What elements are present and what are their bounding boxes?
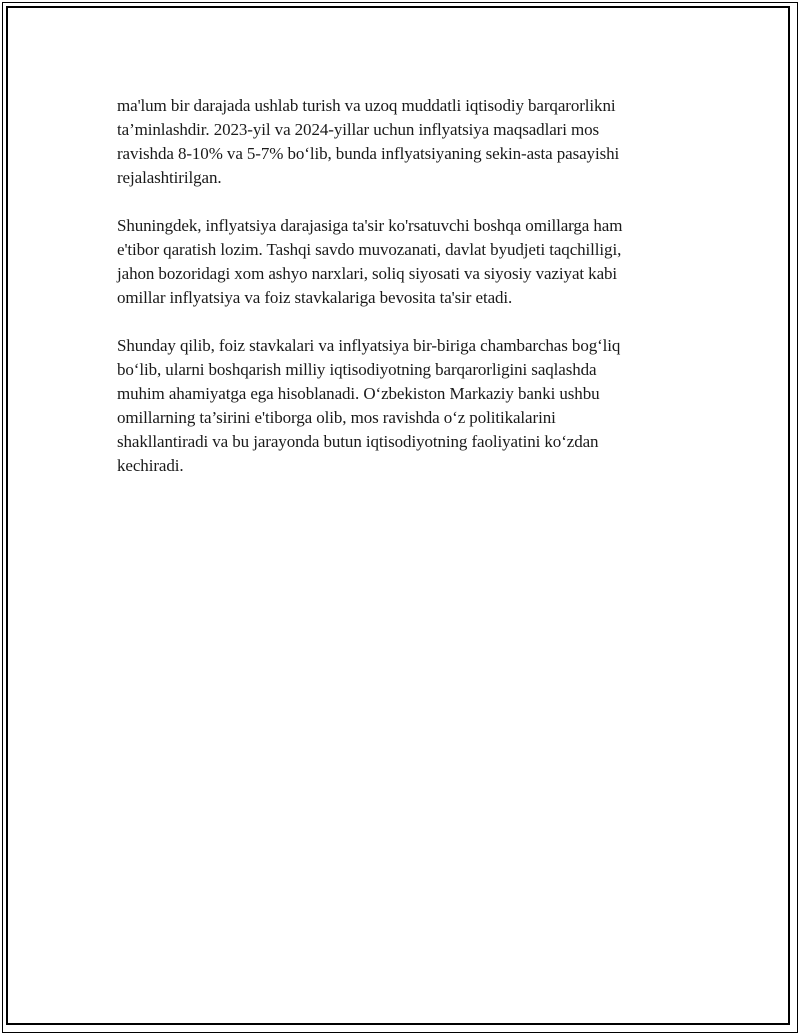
text-line: ravishda 8-10% va 5-7% bo‘lib, bunda inflyatsiyaning sekin-asta pasayishi: [117, 144, 620, 163]
document-body: [117, 94, 687, 502]
text-line: ma'lum bir darajada ushlab turish va uzoq muddatli iqtisodiy barqarorlikni: [117, 96, 616, 115]
text-line: ta’minlashdir. 2023-yil va 2024-yillar uchun inflyatsiya maqsadlari mos: [117, 120, 600, 139]
text-line: shakllantiradi va bu jarayonda butun iqtisodiyotning faoliyatini ko‘zdan: [117, 432, 599, 451]
text-line: jahon bozoridagi xom ashyo narxlari, soliq siyosati va siyosiy vaziyat kabi: [117, 264, 618, 283]
text-line: muhim ahamiyatga ega hisoblanadi. O‘zbekiston Markaziy banki ushbu: [117, 384, 600, 403]
paragraph-1: [117, 94, 687, 190]
text-line: bo‘lib, ularni boshqarish milliy iqtisodiyotning barqarorligini saqlashda: [117, 360, 597, 379]
text-line: rejalashtirilgan.: [117, 168, 222, 187]
text-line: Shunday qilib, foiz stavkalari va inflyatsiya bir-biriga chambarchas bog‘liq: [117, 336, 621, 355]
text-line: omillarning ta’sirini e'tiborga olib, mos ravishda o‘z politikalarini: [117, 408, 556, 427]
text-line: e'tibor qaratish lozim. Tashqi savdo muvozanati, davlat byudjeti taqchilligi,: [117, 240, 622, 259]
text-line: kechiradi.: [117, 456, 184, 475]
text-line: omillar inflyatsiya va foiz stavkalariga bevosita ta'sir etadi.: [117, 288, 513, 307]
paragraph-2: [117, 214, 687, 310]
text-line: Shuningdek, inflyatsiya darajasiga ta'sir ko'rsatuvchi boshqa omillarga ham: [117, 216, 623, 235]
paragraph-3: [117, 334, 687, 478]
